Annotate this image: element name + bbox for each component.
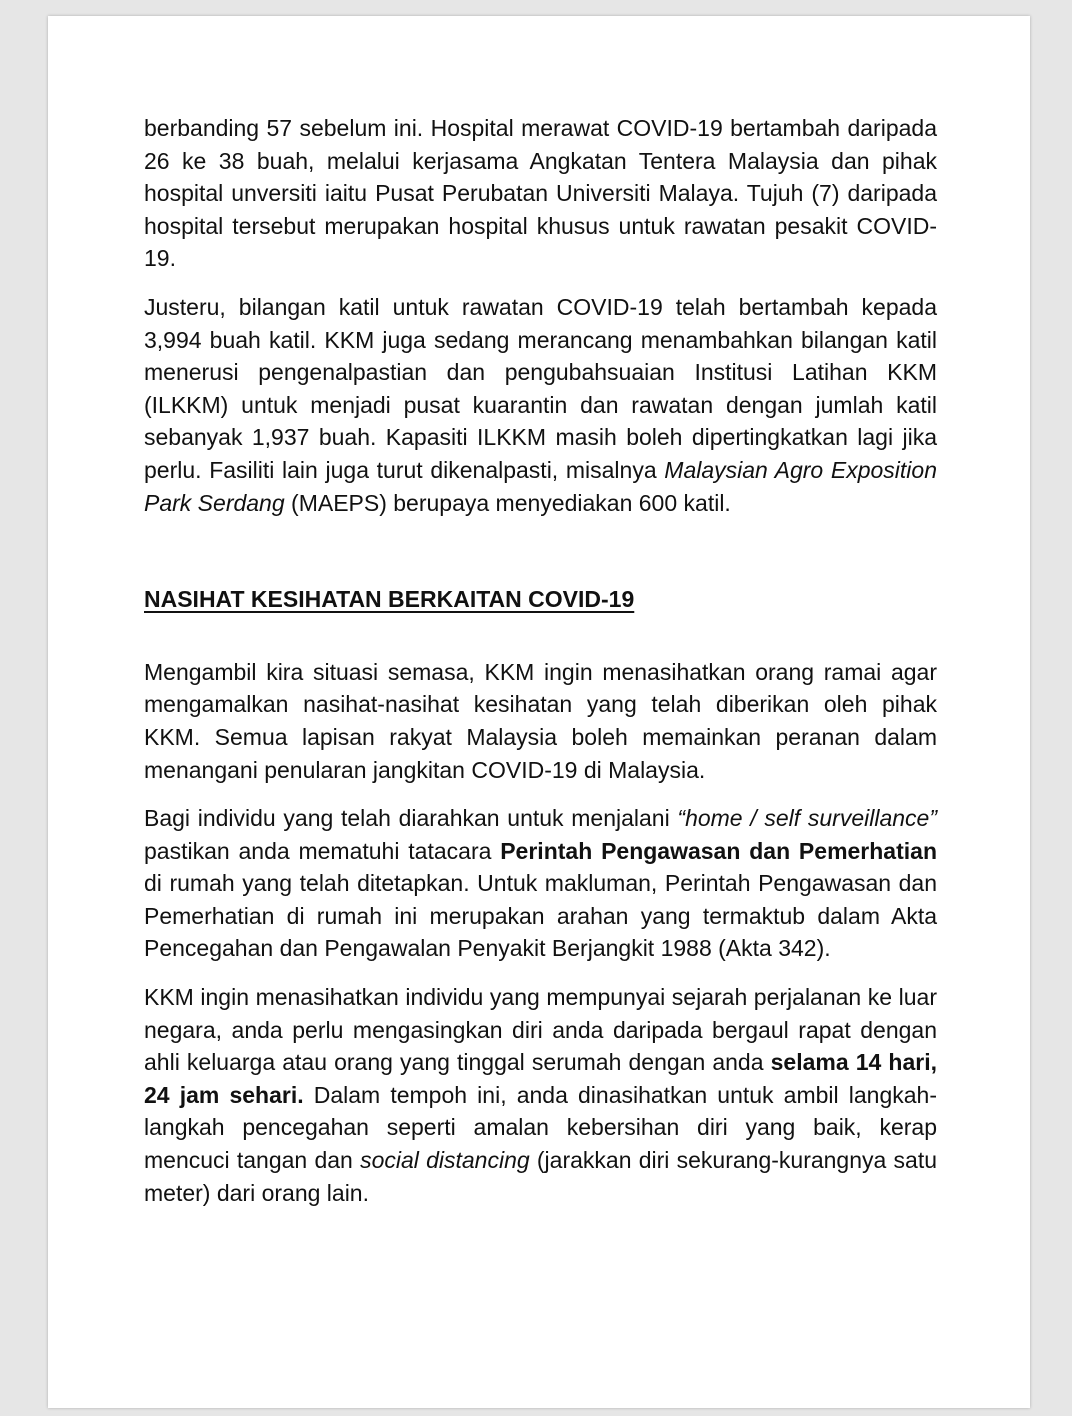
paragraph-surveillance: Bagi individu yang telah diarahkan untuk menjalani “home / self surveillance” pastikan anda mematuhi tatacara Perintah Pengawasan dan Pemerhatian di rumah yang telah ditetapkan. Untuk makluman, Perintah Pengawasan dan Pemerhatian di rumah ini merupakan arahan yang termaktub dalam Akta Pencegahan dan Pengawalan Penyakit Berjangkit 1988 (Akta 342). [144, 805, 937, 962]
document-page [48, 16, 1030, 1408]
paragraph-isolation: KKM ingin menasihatkan individu yang mempunyai sejarah perjalanan ke luar negara, anda perlu mengasingkan diri anda daripada bergaul rapat dengan ahli keluarga atau orang yang tinggal serumah dengan anda selama 14 hari, 24 jam sehari. Dalam tempoh ini, anda dinasihatkan untuk ambil langkah-langkah pencegahan seperti amalan kebersihan diri yang baik, kerap mencuci tangan dan social distancing (jarakkan diri sekurang-kurangnya satu meter) dari orang lain. [144, 984, 938, 1206]
order-name: Perintah Pengawasan dan Pemerhatian [500, 837, 937, 864]
home-surveillance-term: “home / self surveillance” [677, 805, 937, 832]
document-body [144, 112, 937, 1209]
social-distancing-term: social distancing [360, 1147, 530, 1174]
paragraph-advice: Mengambil kira situasi semasa, KKM ingin menasihatkan orang ramai agar mengamalkan nasihat-nasihat kesihatan yang telah diberikan oleh pihak KKM. Semua lapisan rakyat Malaysia boleh memainkan peranan dalam menangani penularan jangkitan COVID-19 di Malaysia. [144, 658, 937, 783]
paragraph-hospitals: berbanding 57 sebelum ini. Hospital merawat COVID-19 bertambah daripada 26 ke 38 buah, melalui kerjasama Angkatan Tentera Malaysia dan pihak hospital unversiti iaitu Pusat Perubatan Universiti Malaya. Tujuh (7) daripada hospital tersebut merupakan hospital khusus untuk rawatan pesakit COVID-19. [144, 115, 937, 272]
maeps-name: Malaysian Agro Exposition Park Serdang [144, 456, 938, 516]
isolation-duration: selama 14 hari, 24 jam sehari. [144, 1049, 937, 1108]
paragraph-beds: Justeru, bilangan katil untuk rawatan COVID-19 telah bertambah kepada 3,994 buah katil. KKM juga sedang merancang menambahkan bilangan katil menerusi pengenalpastian dan pengubahsuaian Institusi Latihan KKM (ILKKM) untuk menjadi pusat kuarantin dan rawatan dengan jumlah katil sebanyak 1,937 buah. Kapasiti ILKKM masih boleh dipertingkatkan lagi jika perlu. Fasiliti lain juga turut dikenalpasti, misalnya Malaysian Agro Exposition Park Serdang (MAEPS) berupaya menyediakan 600 katil. [144, 293, 938, 516]
section-heading: NASIHAT KESIHATAN BERKAITAN COVID-19 [144, 586, 635, 613]
